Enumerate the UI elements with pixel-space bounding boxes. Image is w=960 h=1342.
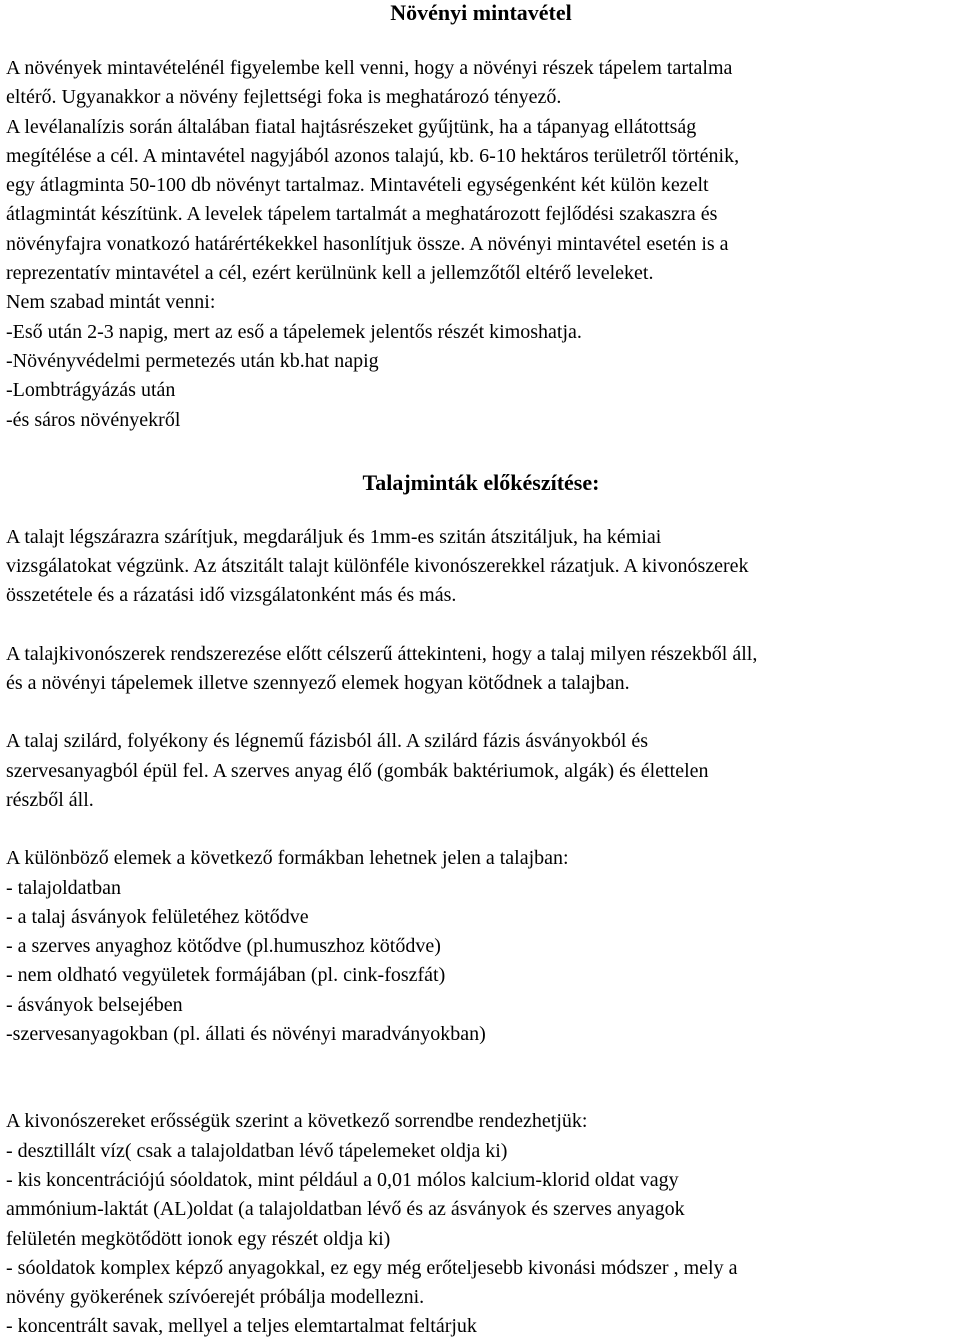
- text-line: Nem szabad mintát venni:: [6, 291, 216, 314]
- paragraph: [6, 844, 956, 1049]
- text-line: növényfajra vonatkozó határértékekkel hasonlítjuk össze. A növényi mintavétel esetén is a: [6, 232, 729, 255]
- list-item: - talajoldatban: [6, 876, 121, 899]
- intro-section: [6, 54, 956, 435]
- text-line: A kivonószereket erősségük szerint a következő sorrendbe rendezhetjük:: [6, 1110, 588, 1133]
- list-item: - kis koncentrációjú sóoldatok, mint például a 0,01 mólos kalcium-klorid oldat vagy: [6, 1168, 679, 1191]
- text-line: egy átlagminta 50-100 db növényt tartalmaz. Mintavételi egységenként két külön kezelt: [6, 174, 709, 197]
- section-heading: Talajminták előkészítése:: [362, 469, 600, 495]
- list-item: - desztillált víz( csak a talajoldatban lévő tápelemeket oldja ki): [6, 1139, 508, 1162]
- text-line: átlagmintát készítünk. A levelek tápelem tartalmát a meghatározott fejlődési szakaszra és: [6, 203, 718, 226]
- paragraph: [6, 727, 956, 815]
- text-line: részből áll.: [6, 788, 94, 811]
- text-line: összetétele és a rázatási idő vizsgálatonként más és más.: [6, 584, 457, 607]
- document-page: [6, 0, 956, 1342]
- text-line: megítélése a cél. A mintavétel nagyjából azonos talajú, kb. 6-10 hektáros területről történik,: [6, 144, 740, 167]
- list-item: - a talaj ásványok felületéhez kötődve: [6, 905, 309, 928]
- paragraph: [6, 1107, 956, 1341]
- text-line: -Lombtrágyázás után: [6, 379, 176, 402]
- text-line: A növények mintavételénél figyelembe kell venni, hogy a növényi részek tápelem tartalma: [6, 57, 733, 79]
- list-item: - a szerves anyaghoz kötődve (pl.humuszhoz kötődve): [6, 935, 441, 958]
- text-line: felületén megkötődött ionok egy részét oldja ki): [6, 1227, 391, 1250]
- text-line: A levélanalízis során általában fiatal hajtásrészeket gyűjtünk, ha a tápanyag ellátottság: [6, 115, 697, 138]
- text-line: -Eső után 2-3 napig, mert az eső a tápelemek jelentős részét kimoshatja.: [6, 320, 582, 343]
- list-item: - koncentrált savak, mellyel a teljes elemtartalmat feltárjuk: [6, 1315, 477, 1338]
- text-line: A talajt légszárazra szárítjuk, megdaráljuk és 1mm-es szitán átszitáljuk, ha kémiai: [6, 525, 662, 548]
- text-line: és a növényi tápelemek illetve szennyező elemek hogyan kötődnek a talajban.: [6, 672, 630, 695]
- text-line: szervesanyagból épül fel. A szerves anyag élő (gombák baktériumok, algák) és élettelen: [6, 759, 709, 782]
- list-item: - ásványok belsejében: [6, 993, 183, 1016]
- text-line: reprezentatív mintavétel a cél, ezért kerülnünk kell a jellemzőtől eltérő leveleket.: [6, 262, 654, 285]
- paragraph: [6, 640, 956, 699]
- page-title: Növényi mintavétel: [390, 0, 572, 25]
- text-line: A talajkivonószerek rendszerezése előtt célszerű áttekinteni, hogy a talaj milyen részekből áll,: [6, 642, 758, 665]
- text-line: A különböző elemek a következő formákban lehetnek jelen a talajban:: [6, 847, 569, 870]
- text-line: -Növényvédelmi permetezés után kb.hat napig: [6, 349, 379, 372]
- text-line: növény gyökerének szívóerejét próbálja modellezni.: [6, 1286, 425, 1309]
- list-item: -szervesanyagokban (pl. állati és növényi maradványokban): [6, 1023, 486, 1046]
- text-line: eltérő. Ugyanakkor a növény fejlettségi foka is meghatározó tényező.: [6, 86, 562, 109]
- text-line: vizsgálatokat végzünk. Az átszitált talajt különféle kivonószerekkel rázatjuk. A kivonószerek: [6, 555, 749, 578]
- list-item: - sóoldatok komplex képző anyagokkal, ez egy még erőteljesebb kivonási módszer , mely a: [6, 1256, 738, 1279]
- paragraph: [6, 523, 956, 611]
- text-line: ammónium-laktát (AL)oldat (a talajoldatban lévő és az ásványok és szerves anyagok: [6, 1198, 685, 1221]
- text-line: -és sáros növényekről: [6, 408, 181, 431]
- list-item: - nem oldható vegyületek formájában (pl. cink-foszfát): [6, 964, 446, 987]
- text-line: A talaj szilárd, folyékony és légnemű fázisból áll. A szilárd fázis ásványokból és: [6, 730, 649, 753]
